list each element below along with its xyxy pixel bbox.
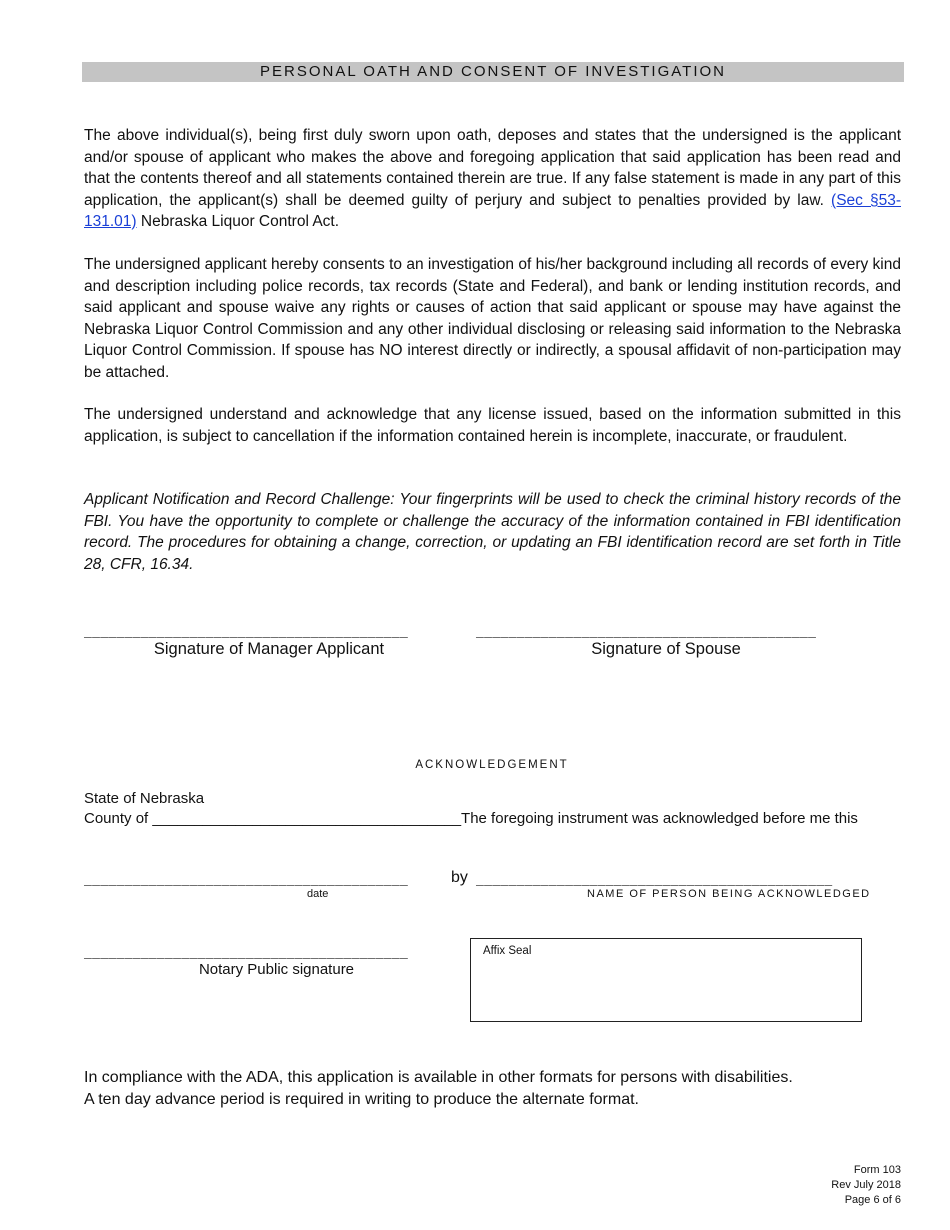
form-footer xyxy=(831,1163,901,1208)
manager-signature-line[interactable]: ________________________________________ xyxy=(84,625,409,640)
notary-signature-line[interactable]: ________________________________________ xyxy=(84,946,409,961)
oath-paragraph xyxy=(84,125,901,233)
by-label: by xyxy=(451,869,468,886)
county-label: County of xyxy=(84,810,153,827)
page-number: Page 6 of 6 xyxy=(844,1194,901,1206)
person-name-label: NAME OF PERSON BEING ACKNOWLEDGED xyxy=(587,888,871,900)
ada-notice xyxy=(84,1067,793,1110)
county-row xyxy=(84,810,858,827)
state-label: State of Nebraska xyxy=(84,790,205,807)
ada-line-2: A ten day advance period is required in writing to produce the alternate format. xyxy=(84,1090,639,1108)
acknowledgement-heading: ACKNOWLEDGEMENT xyxy=(415,759,569,771)
revision-date: Rev July 2018 xyxy=(831,1179,901,1191)
date-label: date xyxy=(307,888,329,900)
notification-heading: Applicant Notification and Record Challenge: xyxy=(84,491,395,508)
notary-signature-label: Notary Public signature xyxy=(198,961,355,978)
form-number: Form 103 xyxy=(853,1164,901,1176)
county-statement: The foregoing instrument was acknowledged before me this xyxy=(461,810,858,827)
seal-label: Affix Seal xyxy=(483,945,532,957)
spouse-signature-line[interactable]: __________________________________________ xyxy=(476,625,817,640)
notification-paragraph xyxy=(84,489,901,575)
oath-text-end: Nebraska Liquor Control Act. xyxy=(136,213,340,230)
ada-line-1: In compliance with the ADA, this application is available in other formats for persons with disabilities. xyxy=(84,1069,793,1086)
consent-paragraph: The undersigned applicant hereby consents to an investigation of his/her background including all records of every kind and description including police records, tax records (State and Federal), and bank or lending institution records, and said applicant and spouse waive any rights or causes of action that said applicant or spouse may have against the Nebraska Liquor Control Commission and any other individual disclosing or releasing said information to the Nebraska Liquor Control Commission. If spouse has NO interest directly or indirectly, a spousal affidavit of non-participation may be attached. xyxy=(84,256,901,381)
statute-link[interactable]: (Sec §53-131.01) xyxy=(84,191,901,230)
seal-box xyxy=(470,938,862,1022)
license-acknowledgement-paragraph: The undersigned understand and acknowledge that any license issued, based on the information submitted in this application, is subject to cancellation if the information contained herein is incomplete, inaccurate, or fraudulent. xyxy=(84,406,901,445)
oath-text: The above individual(s), being first duly sworn upon oath, deposes and states that the undersigned is the applicant and/or spouse of applicant who makes the above and foregoing application that said application has been read and that the contents thereof and all statements contained therein are true. If any false statement is made in any part of this application, the applicant(s) shall be deemed guilty of perjury and subject to penalties provided by law. xyxy=(84,127,901,209)
date-line[interactable]: ________________________________________ xyxy=(84,873,409,888)
spouse-signature-label: Signature of Spouse xyxy=(591,640,741,658)
person-name-line[interactable]: ____________________________________________ xyxy=(476,873,833,888)
county-input-line[interactable]: _____________________________________ xyxy=(152,810,462,827)
notification-text: Your fingerprints will be used to check the criminal history records of the FBI. You have the opportunity to complete or challenge the accuracy of the information contained in FBI identification record. The procedures for obtaining a change, correction, or updating an FBI identification record are set forth in Title 28, CFR, 16.34. xyxy=(84,491,901,573)
page-title: PERSONAL OATH AND CONSENT OF INVESTIGATION xyxy=(82,62,904,82)
manager-signature-label: Signature of Manager Applicant xyxy=(153,640,385,658)
